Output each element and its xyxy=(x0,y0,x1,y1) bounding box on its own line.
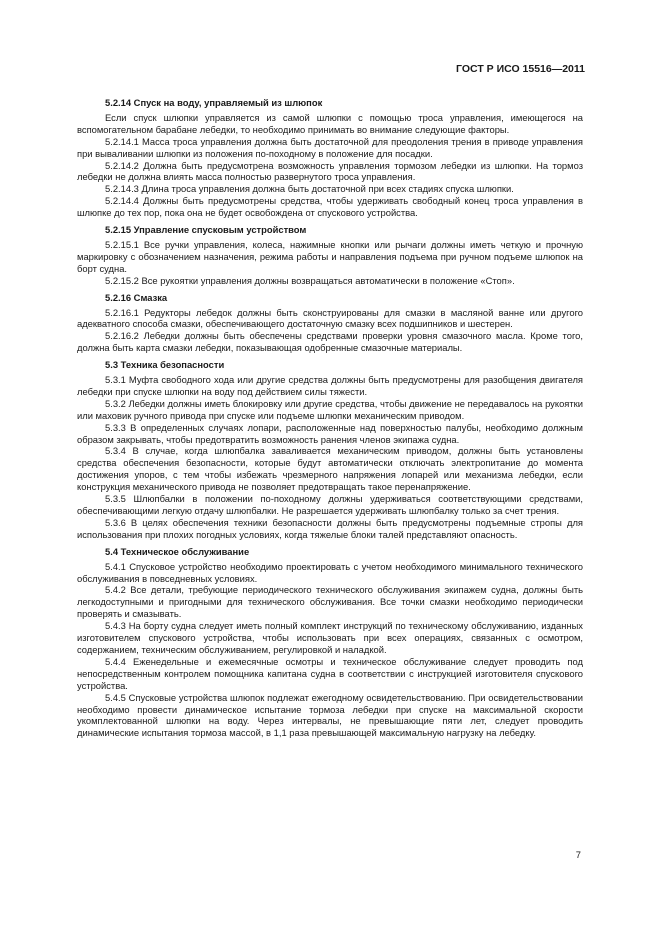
section-heading-5-3: 5.3 Техника безопасности xyxy=(105,359,225,371)
page-number: 7 xyxy=(575,849,581,860)
paragraph: 5.2.15.2 Все рукоятки управления должны возвращаться автоматически в положение «Стоп». xyxy=(105,274,515,286)
paragraph: 5.3.6 В целях обеспечения техники безопасности должны быть предусмотрены подъемные стропы для использования при плохих погодных условиях, когда тяжелые блоки талей представляют опасность. xyxy=(77,516,583,540)
paragraph: 5.2.16.1 Редукторы лебедок должны быть сконструированы для смазки в масляной ванне или другого адекватного способа смазки, обеспечивающего достаточную смазку всех подшипников и шестерен. xyxy=(77,306,583,330)
section-heading-5-2-15: 5.2.15 Управление спусковым устройством xyxy=(105,224,307,236)
paragraph: 5.3.4 В случае, когда шлюпбалка заваливается механическим приводом, должны быть установлены средства обеспечения безопасности, которые будут автоматически отключать электропитание до момента достижения упоров, с тем чтобы избежать чрезмерного напряжения лопарей или механизма лебедки, если конструкция механического привода не позволяет предотвращать такое перенапряжение. xyxy=(77,445,583,493)
paragraph: 5.3.5 Шлюпбалки в положении по-походному должны удерживаться соответствующими средствами, обеспечивающими легкую отдачу шлюпбалки. Не разрешается удерживать шлюпбалку только за счет трения. xyxy=(77,493,583,516)
paragraph: 5.2.14.4 Должны быть предусмотрены средства, чтобы удерживать свободный конец троса управления в шлюпке до тех пор, пока она не будет освобождена от спускового устройства. xyxy=(77,195,583,219)
paragraph: 5.3.3 В определенных случаях лопари, расположенные над поверхностью палубы, необходимо должным образом закрывать, чтобы предотвратить возможность ранения членов экипажа судна. xyxy=(77,421,583,445)
paragraph: 5.2.14.3 Длина троса управления должна быть достаточной при всех стадиях спуска шлюпки. xyxy=(105,183,514,195)
paragraph: 5.4.4 Еженедельные и ежемесячные осмотры и техническое обслуживание следует проводить под непосредственным контролем помощника капитана судна в соответствии с инструкцией изготовителя спускового устройства. xyxy=(77,655,583,691)
section-heading-5-2-14: 5.2.14 Спуск на воду, управляемый из шлюпок xyxy=(105,97,323,108)
section-heading-5-4: 5.4 Техническое обслуживание xyxy=(105,545,250,557)
paragraph: 5.2.14.2 Должна быть предусмотрена возможность управления тормозом лебедки из шлюпки. На тормоз лебедки не должна влиять масса полностью развернутого троса управления. xyxy=(77,159,583,183)
paragraph: 5.2.15.1 Все ручки управления, колеса, нажимные кнопки или рычаги должны иметь четкую и прочную маркировку с обозначением назначения, режима работы и направления подъема при ручном подъеме шлюпок на борт судна. xyxy=(77,238,583,274)
paragraph: 5.4.3 На борту судна следует иметь полный комплект инструкций по техническому обслуживанию, изданных изготовителем спускового устройства, чтобы использовать при всех операциях, связанных с осмотром, содержанием, техническим обслуживанием, регулировкой и наладкой. xyxy=(77,620,583,655)
paragraph: 5.3.1 Муфта свободного хода или другие средства должны быть предусмотрены для разобщения двигателя лебедки при спуске шлюпки на воду под действием силы тяжести. xyxy=(77,374,583,397)
paragraph: 5.4.5 Спусковые устройства шлюпок подлежат ежегодному освидетельствованию. При освидетельствовании необходимо провести динамическое испытание тормоза лебедки при спуске на максимальной скорости укомплектованной шлюпки на воду. Через интервалы, не превышающие пяти лет, следует проводить динамические испытания тормоза массой, в 1,1 раза превышающей максимальную нагрузку на лебедку. xyxy=(77,691,583,739)
paragraph: 5.2.14.1 Масса троса управления должна быть достаточной для преодоления трения в приводе управления при вываливании шлюпки из положения по-походному в положение для посадки. xyxy=(77,135,583,159)
document-code: ГОСТ Р ИСО 15516—2011 xyxy=(456,63,585,75)
paragraph: 5.3.2 Лебедки должны иметь блокировку или другие средства, чтобы движение не передавалось на рукоятки или маховик ручного привода при спуске или подъеме шлюпки механическим приводом. xyxy=(77,397,583,421)
section-heading-5-2-16: 5.2.16 Смазка xyxy=(105,291,168,303)
document-body xyxy=(77,94,583,739)
paragraph: Если спуск шлюпки управляется из самой шлюпки с помощью троса управления, имеющегося на вспомогательном барабане лебедки, то необходимо принимать во внимание следующие факторы. xyxy=(77,111,583,135)
paragraph: 5.2.16.2 Лебедки должны быть обеспечены средствами проверки уровня смазочного масла. Кроме того, должна быть карта смазки лебедки, показывающая одобренные смазочные материалы. xyxy=(77,330,583,354)
paragraph: 5.4.1 Спусковое устройство необходимо проектировать с учетом необходимого минимального технического обслуживания в повседневных условиях. xyxy=(77,560,583,584)
paragraph: 5.4.2 Все детали, требующие периодического технического обслуживания экипажем судна, должны быть легкодоступными и пригодными для технического обслуживания. Все точки смазки необходимо периодически проверять и смазывать. xyxy=(77,584,583,620)
